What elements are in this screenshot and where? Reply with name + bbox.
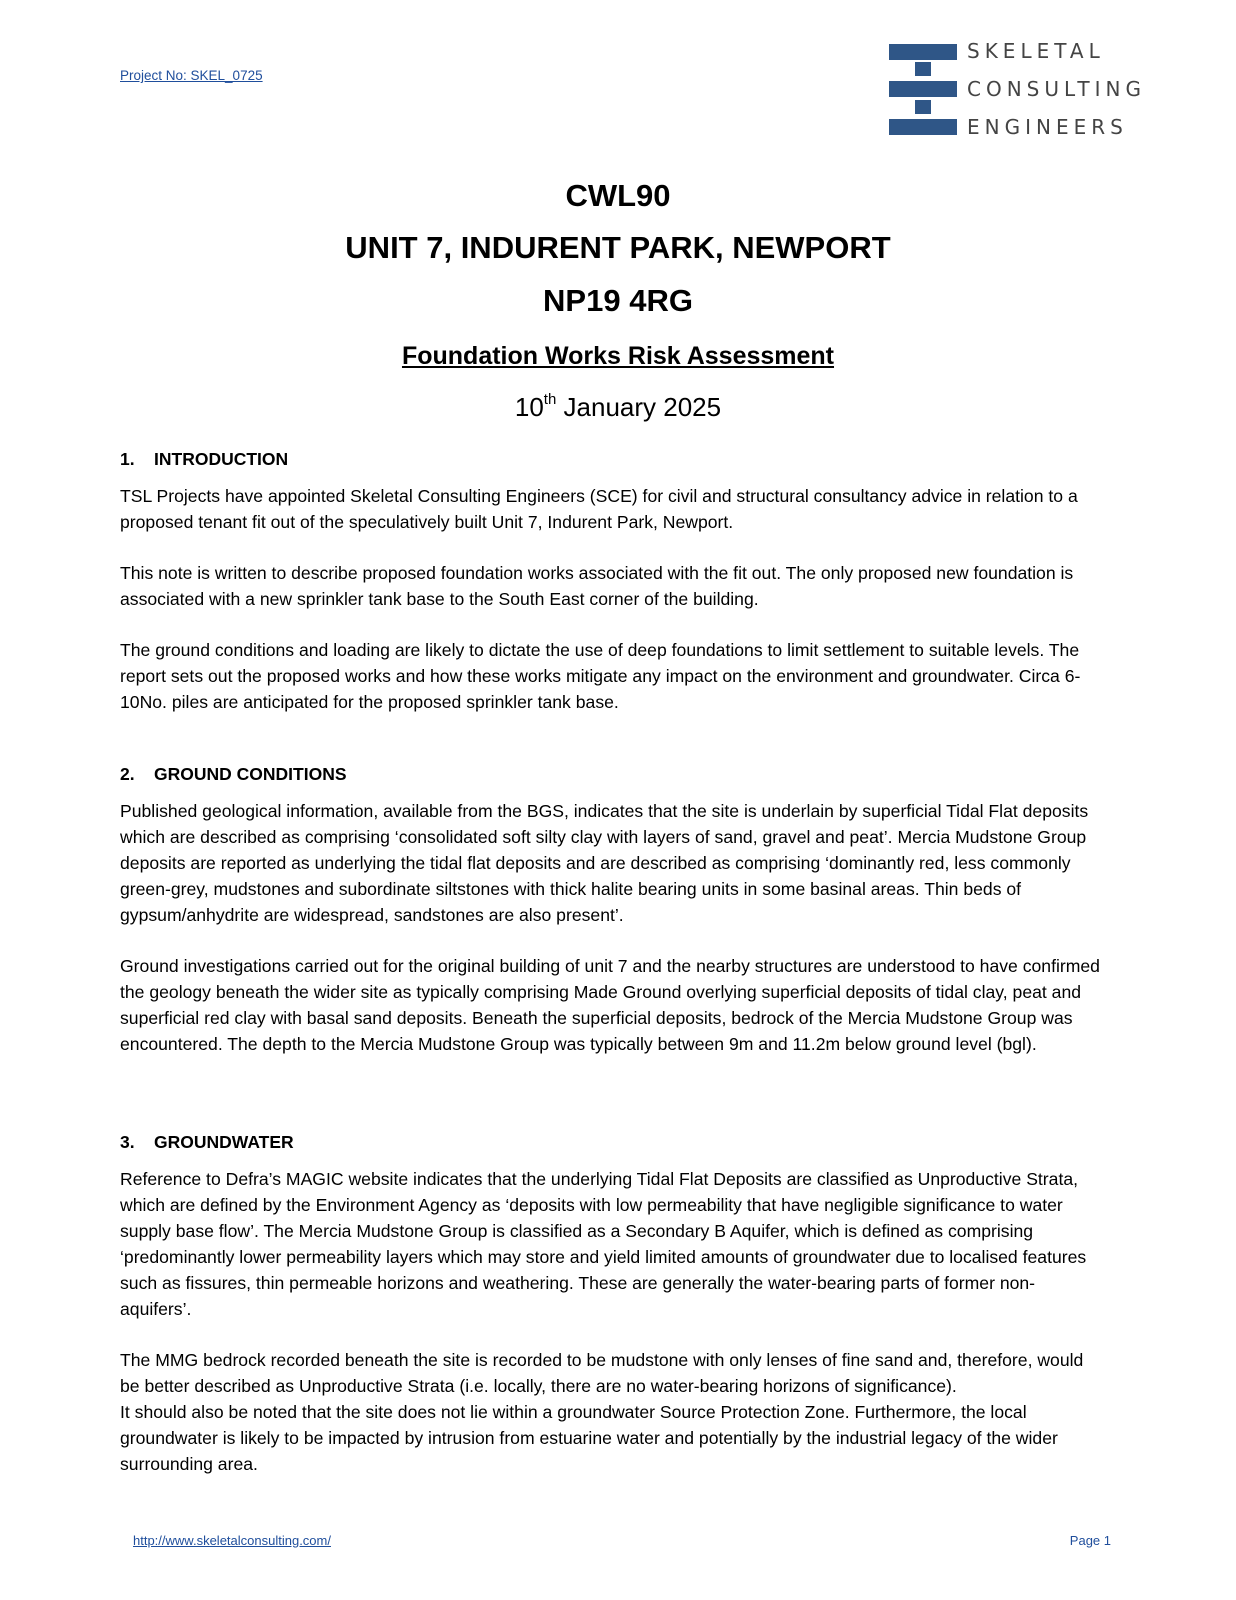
footer-website-link[interactable]: http://www.skeletalconsulting.com/ <box>133 1533 331 1548</box>
company-logo <box>889 38 1146 142</box>
document-title-line3: NP19 4RG <box>543 283 693 318</box>
paragraph: The MMG bedrock recorded beneath the site is recorded to be mudstone with only lenses of fine sand and, therefore, would be better described as Unproductive Strata (i.e. locally, there are no water-bearing horizons of significance). <box>120 1350 1084 1396</box>
document-title-line1: CWL90 <box>565 178 671 213</box>
section-heading-groundwater: 3. GROUNDWATER <box>120 1132 294 1152</box>
paragraph: Reference to Defra’s MAGIC website indicates that the underlying Tidal Flat Deposits are classified as Unproductive Strata, which are defined by the Environment Agency as ‘deposits with low permeability that have negligible significance to water supply base flow’. The Mercia Mudstone Group is classified as a Secondary B Aquifer, which is defined as comprising ‘predominantly lower permeability layers which may store and yield limited amounts of groundwater due to localised features such as fissures, thin permeable horizons and weathering. These are generally the water-bearing parts of former non-aquifers’. <box>120 1169 1087 1319</box>
section-heading-introduction: 1. INTRODUCTION <box>120 449 289 469</box>
section-heading-ground-conditions: 2. GROUND CONDITIONS <box>120 764 347 784</box>
paragraph: Published geological information, available from the BGS, indicates that the site is underlain by superficial Tidal Flat deposits which are described as comprising ‘consolidated soft silty clay with layers of sand, gravel and peat’. Mercia Mudstone Group deposits are reported as underlying the tidal flat deposits and are described as comprising ‘dominantly red, less commonly green-grey, mudstones and subordinate siltstones with thick halite bearing units in some basinal areas. Thin beds of gypsum/anhydrite are widespread, sandstones are also present’. <box>120 801 1089 925</box>
document-subtitle: Foundation Works Risk Assessment <box>401 342 835 370</box>
paragraph: The ground conditions and loading are likely to dictate the use of deep foundations to limit settlement to suitable levels. The report sets out the proposed works and how these works mitigate any impact on the environment and groundwater. Circa 6-10No. piles are anticipated for the proposed sprinkler tank base. <box>120 640 1081 712</box>
paragraph: TSL Projects have appointed Skeletal Consulting Engineers (SCE) for civil and structural consultancy advice in relation to a proposed tenant fit out of the speculatively built Unit 7, Indurent Park, Newport. <box>120 486 1078 532</box>
project-number[interactable]: Project No: SKEL_0725 <box>120 68 263 83</box>
document-date: 10th January 2025 <box>514 391 722 422</box>
document-title-line2: UNIT 7, INDURENT PARK, NEWPORT <box>345 230 891 265</box>
paragraph: This note is written to describe proposed foundation works associated with the fit out. The only proposed new foundation is associated with a new sprinkler tank base to the South East corner of the building. <box>120 563 1074 609</box>
logo-text-engineers: ENGINEERS <box>967 115 1128 139</box>
logo-text-consulting: CONSULTING <box>967 77 1146 101</box>
logo-mark-icon <box>889 38 957 142</box>
paragraph: Ground investigations carried out for the original building of unit 7 and the nearby structures are understood to have confirmed the geology beneath the wider site as typically comprising Made Ground overlying superficial deposits of tidal clay, peat and superficial red clay with basal sand deposits. Beneath the superficial deposits, bedrock of the Mercia Mudstone Group was encountered. The depth to the Mercia Mudstone Group was typically between 9m and 11.2m below ground level (bgl). <box>120 956 1100 1054</box>
logo-text-skeletal: SKELETAL <box>967 39 1105 63</box>
page-number: Page 1 <box>1069 1533 1111 1548</box>
paragraph: It should also be noted that the site does not lie within a groundwater Source Protection Zone. Furthermore, the local groundwater is likely to be impacted by intrusion from estuarine water and potentially by the industrial legacy of the wider surrounding area. <box>120 1402 1058 1474</box>
